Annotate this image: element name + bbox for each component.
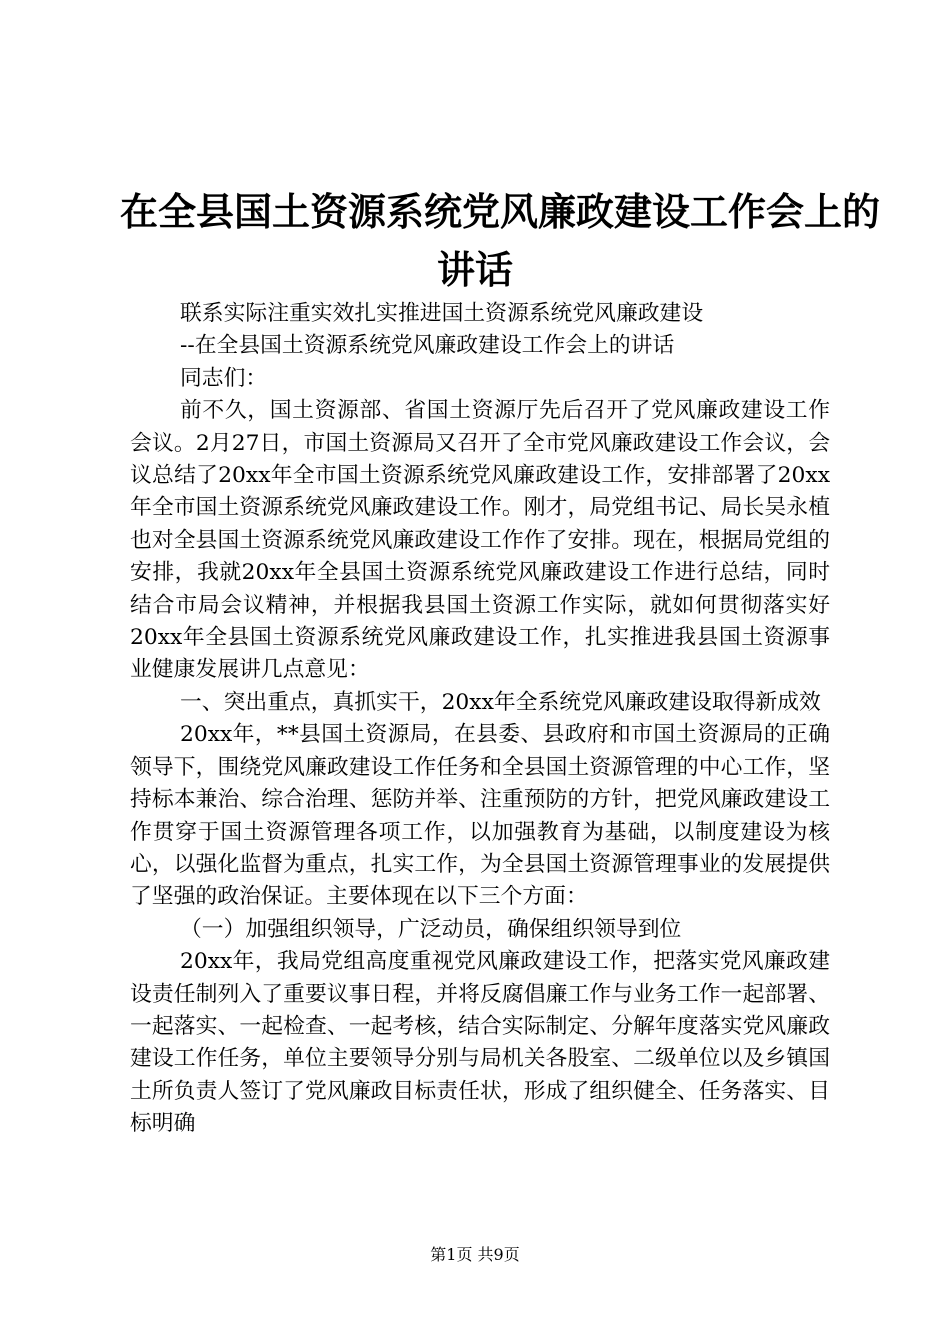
salutation: 同志们：: [180, 365, 268, 391]
paragraph-subsection-1: 20xx年，我局党组高度重视党风廉政建设工作，把落实党风廉政建设责任制列入了重要议事日程，并将反腐倡廉工作与业务工作一起部署、一起落实、一起检查、一起考核，结合实际制定、分解年度落实党风廉政建设工作任务，单位主要领导分别与局机关各股室、二级单位以及乡镇国土所负责人签订了党风廉政目标责任状，形成了组织健全、任务落实、目标明确: [130, 949, 830, 1137]
subsection-heading-1: （一）加强组织领导，广泛动员，确保组织领导到位: [180, 916, 682, 942]
subtitle-dash-line: --在全县国土资源系统党风廉政建设工作会上的讲话: [180, 333, 675, 359]
page-footer: 第1页 共9页: [430, 1245, 520, 1264]
section-heading-1: 一、突出重点，真抓实干，20xx年全系统党风廉政建设取得新成效: [180, 689, 821, 715]
subtitle-line: 联系实际注重实效扎实推进国土资源系统党风廉政建设: [180, 301, 704, 326]
document-title: [120, 183, 881, 299]
paragraph-intro: 前不久，国土资源部、省国土资源厅先后召开了党风廉政建设工作会议。2月27日，市国土资源局又召开了全市党风廉政建设工作会议，会议总结了20xx年全市国土资源系统党风廉政建设工作，安排部署了20xx年全市国土资源系统党风廉政建设工作。刚才，局党组书记、局长吴永植也对全县国土资源系统党风廉政建设工作作了安排。现在，根据局党组的安排，我就20xx年全县国土资源系统党风廉政建设工作进行总结，同时结合市局会议精神，并根据我县国土资源工作实际，就如何贯彻落实好20xx年全县国土资源系统党风廉政建设工作，扎实推进我县国土资源事业健康发展讲几点意见：: [130, 398, 830, 683]
title-line-2: 讲话: [436, 248, 513, 293]
paragraph-section-1: 20xx年，**县国土资源局，在县委、县政府和市国土资源局的正确领导下，围绕党风廉政建设工作任务和全县国土资源管理的中心工作，坚持标本兼治、综合治理、惩防并举、注重预防的方针，把党风廉政建设工作贯穿于国土资源管理各项工作，以加强教育为基础，以制度建设为核心，以强化监督为重点，扎实工作，为全县国土资源管理事业的发展提供了坚强的政治保证。主要体现在以下三个方面：: [130, 722, 830, 910]
title-line-1: 在全县国土资源系统党风廉政建设工作会上的: [120, 190, 881, 235]
document-body: [130, 298, 830, 1141]
